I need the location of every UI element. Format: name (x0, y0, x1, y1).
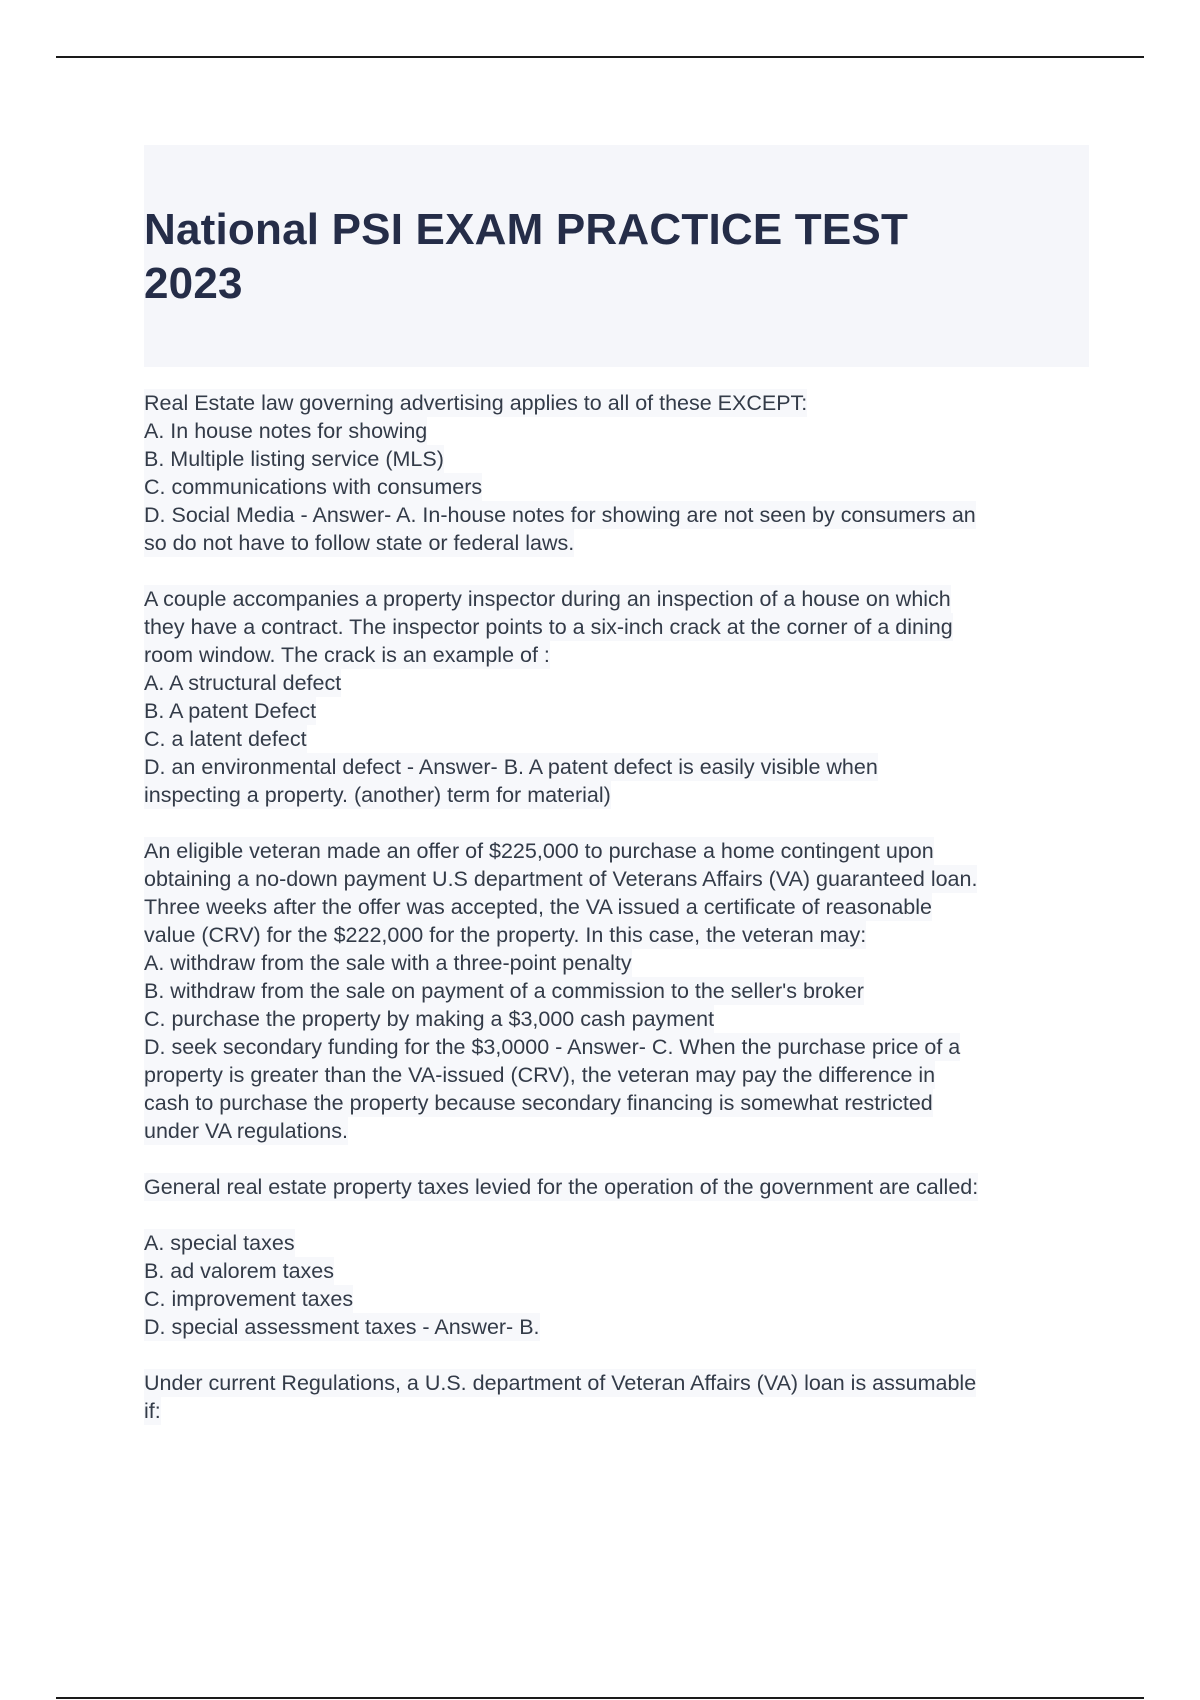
title-line: National PSI EXAM PRACTICE TEST (144, 205, 909, 254)
question-line: C. communications with consumers (144, 475, 483, 499)
question-line: inspecting a property. (another) term for material) (144, 783, 611, 807)
question-block (144, 837, 1089, 1145)
question-line: Under current Regulations, a U.S. department of Veteran Affairs (VA) loan is assumable (144, 1371, 977, 1395)
question-block (144, 389, 1089, 557)
question-block (144, 585, 1089, 809)
question-line: General real estate property taxes levied for the operation of the government are called: (144, 1175, 979, 1199)
question-block (144, 1369, 1089, 1425)
top-rule (56, 56, 1144, 58)
question-line: A. A structural defect (144, 671, 342, 695)
blank-line (144, 1201, 1089, 1229)
question-line: D. an environmental defect - Answer- B. A patent defect is easily visible when (144, 755, 878, 779)
question-line: cash to purchase the property because secondary financing is somewhat restricted (144, 1091, 933, 1115)
question-line: An eligible veteran made an offer of $225,000 to purchase a home contingent upon (144, 839, 934, 863)
question-line: D. seek secondary funding for the $3,0000 - Answer- C. When the purchase price of a (144, 1035, 961, 1059)
question-line: B. A patent Defect (144, 699, 317, 723)
question-line: C. purchase the property by making a $3,000 cash payment (144, 1007, 715, 1031)
question-line: C. improvement taxes (144, 1287, 354, 1311)
question-line: B. withdraw from the sale on payment of a commission to the seller's broker (144, 979, 864, 1003)
question-line: obtaining a no-down payment U.S department of Veterans Affairs (VA) guaranteed loan. (144, 867, 978, 891)
title-block (144, 145, 1089, 367)
document-body (144, 145, 1089, 1453)
question-line: if: (144, 1399, 161, 1423)
question-line: B. ad valorem taxes (144, 1259, 335, 1283)
question-line: under VA regulations. (144, 1119, 348, 1143)
bottom-rule (56, 1697, 1144, 1699)
question-line: C. a latent defect (144, 727, 307, 751)
question-line: they have a contract. The inspector points to a six-inch crack at the corner of a dining (144, 615, 953, 639)
question-line: A. special taxes (144, 1231, 295, 1255)
question-line: D. Social Media - Answer- A. In-house notes for showing are not seen by consumers an (144, 503, 976, 527)
title-line: 2023 (144, 259, 243, 308)
question-line: room window. The crack is an example of : (144, 643, 550, 667)
question-line: A couple accompanies a property inspector during an inspection of a house on which (144, 587, 951, 611)
question-line: Real Estate law governing advertising applies to all of these EXCEPT: (144, 391, 808, 415)
question-line: Three weeks after the offer was accepted, the VA issued a certificate of reasonable (144, 895, 932, 919)
question-block (144, 1173, 1089, 1341)
question-line: B. Multiple listing service (MLS) (144, 447, 444, 471)
question-list (144, 389, 1089, 1425)
question-line: A. In house notes for showing (144, 419, 428, 443)
question-line: property is greater than the VA-issued (CRV), the veteran may pay the difference in (144, 1063, 936, 1087)
question-line: D. special assessment taxes - Answer- B. (144, 1315, 540, 1339)
question-line: A. withdraw from the sale with a three-point penalty (144, 951, 632, 975)
page-title (144, 203, 908, 311)
question-line: value (CRV) for the $222,000 for the property. In this case, the veteran may: (144, 923, 867, 947)
question-line: so do not have to follow state or federal laws. (144, 531, 575, 555)
